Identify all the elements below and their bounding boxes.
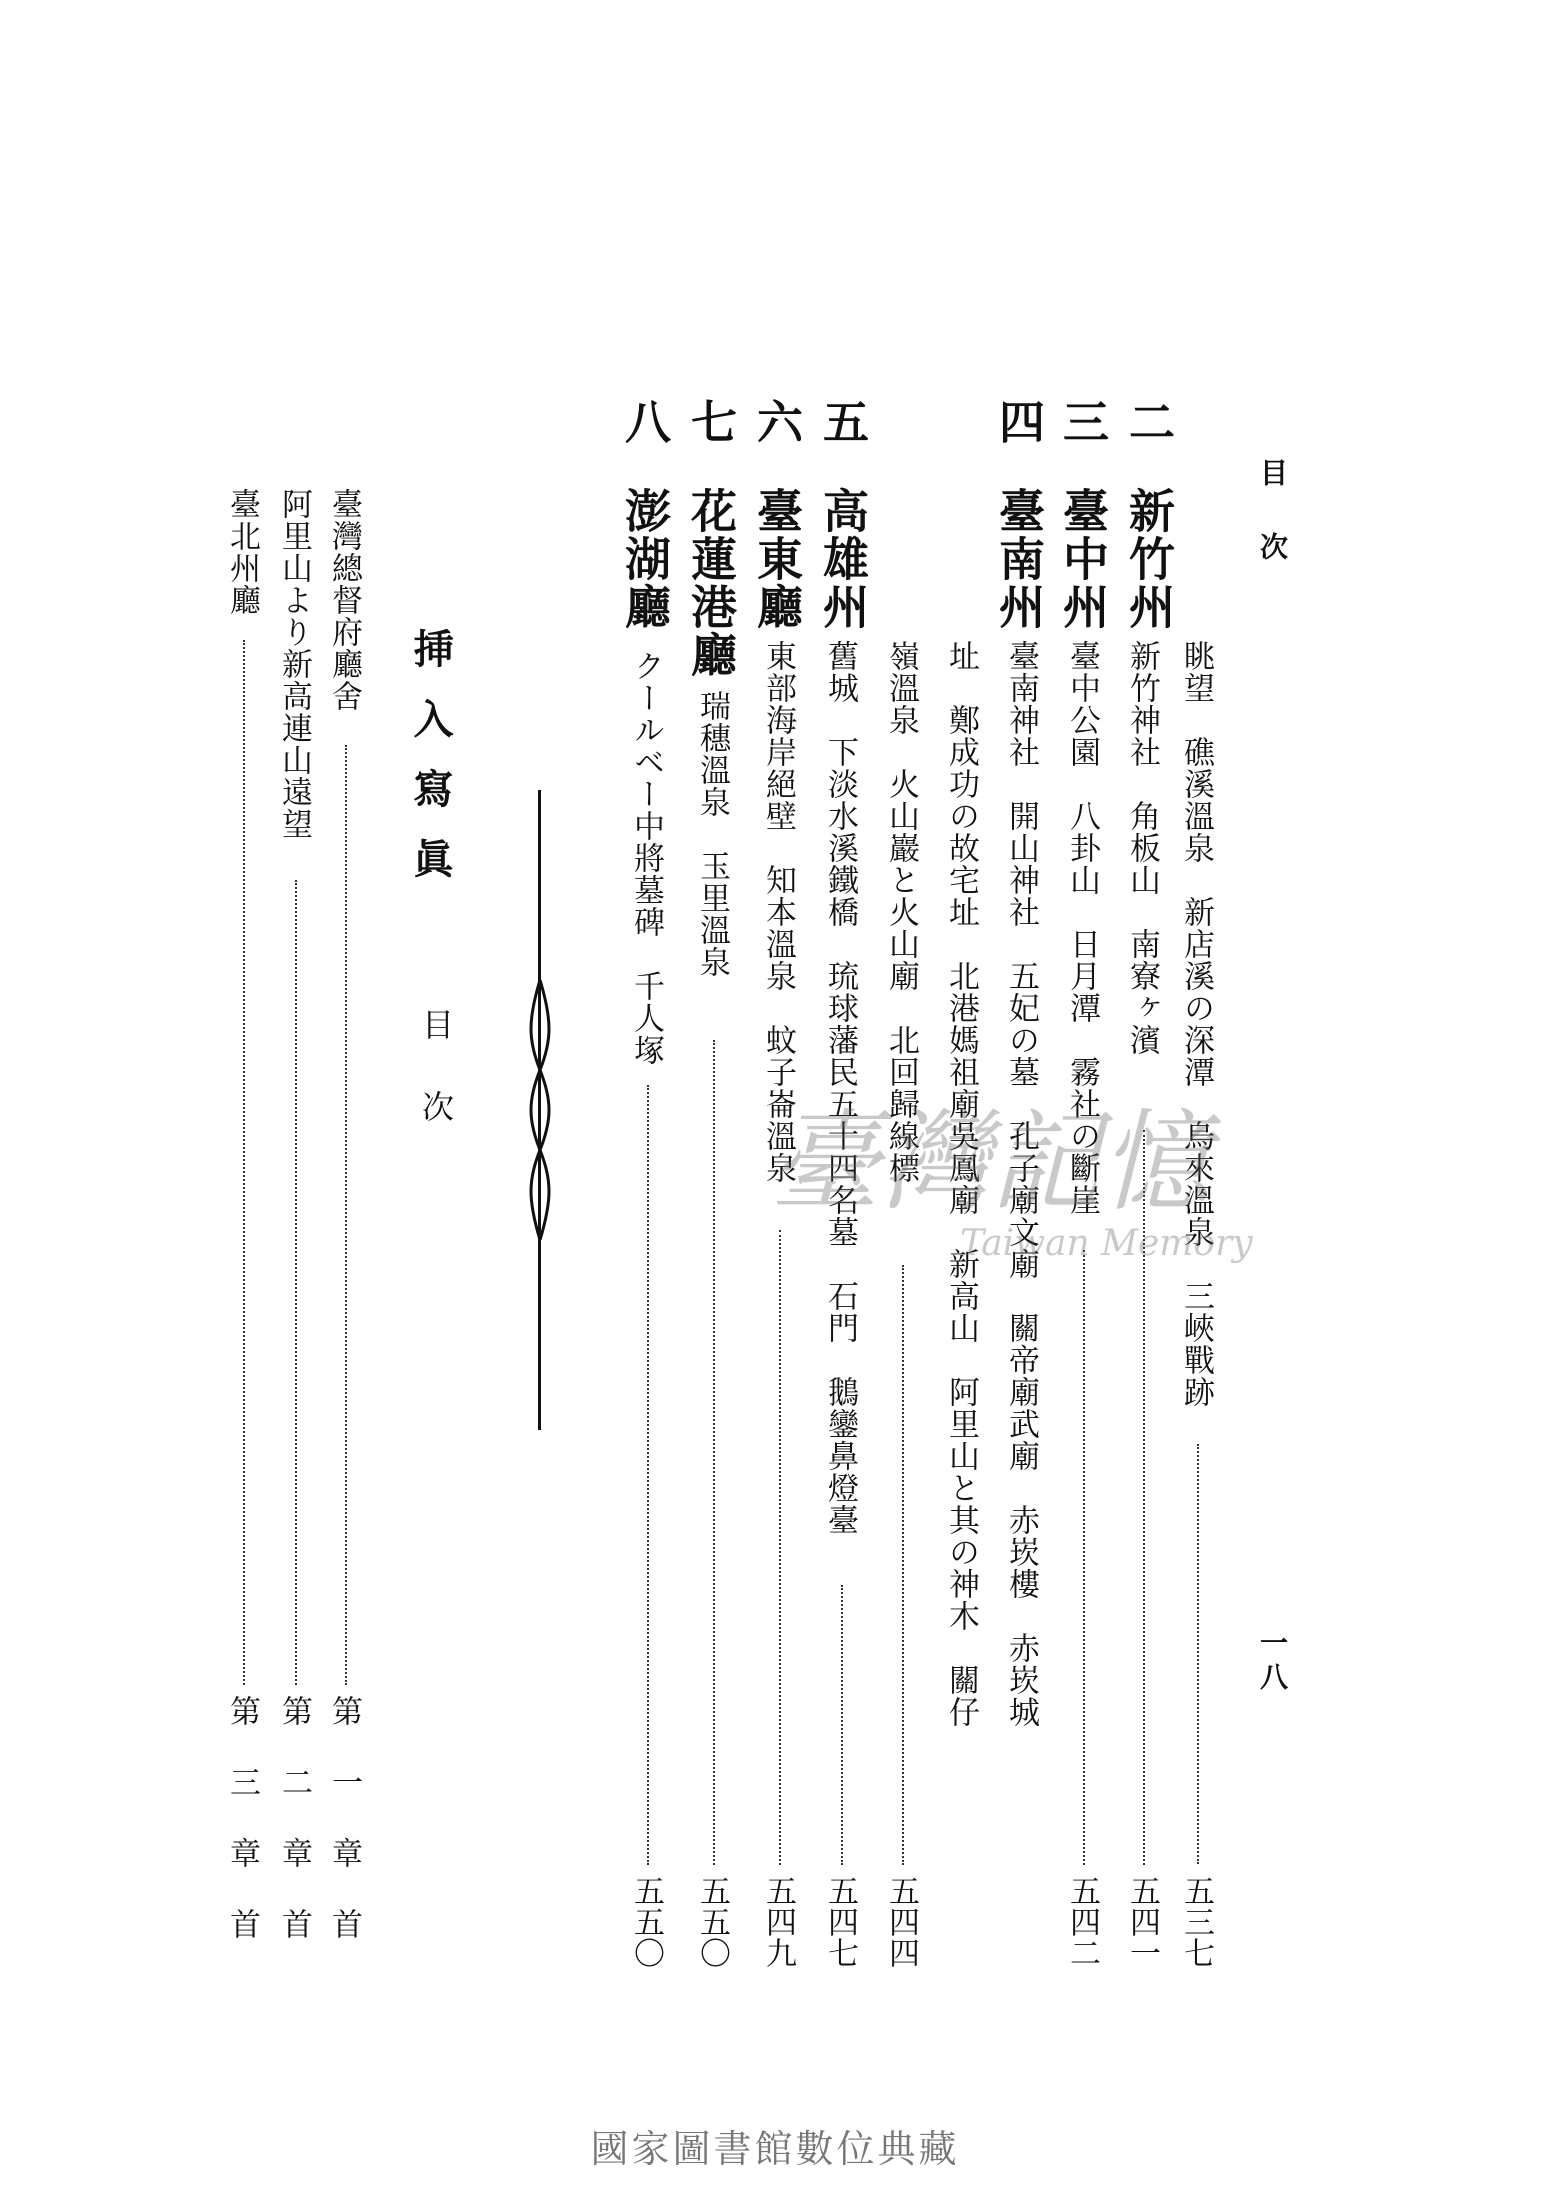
toc-page: 五四四 xyxy=(883,1875,919,1968)
chapter-number: 二 xyxy=(1122,398,1176,444)
chapter-title: 臺中州 xyxy=(1056,487,1110,631)
leader-dots xyxy=(243,640,245,1685)
svg-text:臺灣記憶: 臺灣記憶 xyxy=(770,1098,1210,1226)
page-number: 一八 xyxy=(1256,1628,1289,1696)
chapter-number: 七 xyxy=(684,398,738,444)
plate-position: 第三章首 xyxy=(224,1695,260,1979)
library-footer: 國家圖書館數位典藏 xyxy=(590,2127,960,2171)
chapter-title: 花蓮港廳 xyxy=(684,487,738,679)
toc-entries: 嶺溫泉 火山巖と火山廟 北回歸線標 xyxy=(883,640,919,1184)
toc-entries: 舊城 下淡水溪鐵橋 琉球藩民五十四名墓 石門 鵝鑾鼻燈臺 xyxy=(822,640,858,1536)
leader-dots xyxy=(902,1265,904,1865)
toc-entries: 瑞穗溫泉 玉里溫泉 xyxy=(694,690,730,978)
plate-position: 第二章首 xyxy=(276,1695,312,1979)
chapter-number: 四 xyxy=(992,398,1046,444)
leader-dots xyxy=(295,880,297,1685)
chapter-number: 六 xyxy=(750,398,804,444)
chapter-number: 八 xyxy=(618,398,672,444)
leader-dots xyxy=(1197,1444,1199,1864)
toc-page: 五五〇 xyxy=(694,1875,730,1968)
toc-page: 五四七 xyxy=(822,1875,858,1968)
toc-entries: 新竹神社 角板山 南寮ヶ濱 xyxy=(1124,640,1160,1056)
leader-dots xyxy=(1143,1130,1145,1865)
plate-label: 臺北州廳 xyxy=(224,488,260,616)
leader-dots xyxy=(713,1040,715,1865)
chapter-title: 臺東廳 xyxy=(750,487,804,631)
toc-entries: クールベー中將墓碑 千人塚 xyxy=(628,650,664,1066)
toc-page: 五三七 xyxy=(1178,1875,1214,1968)
leader-dots xyxy=(841,1585,843,1865)
chapter-title: 新竹州 xyxy=(1122,487,1176,631)
toc-entries: 臺南神社 開山神社 五妃の墓 孔子廟文廟 關帝廟武廟 赤崁樓 赤崁城 xyxy=(1003,640,1039,1728)
toc-page: 五五〇 xyxy=(628,1875,664,1968)
chapter-title: 高雄州 xyxy=(816,487,870,631)
toc-entries: 東部海岸絕壁 知本溫泉 蚊子崙溫泉 xyxy=(760,640,796,1184)
toc-entries: 址 鄭成功の故宅址 北港媽祖廟吳鳳廟 新高山 阿里山と其の神木 關仔 xyxy=(943,640,979,1728)
toc-entries: 眺望 礁溪溫泉 新店溪の深潭 烏來溫泉 三峽戰跡 xyxy=(1178,640,1214,1408)
toc-page: 五四一 xyxy=(1124,1875,1160,1968)
plate-label: 阿里山より新高連山遠望 xyxy=(276,488,312,840)
chapter-title: 臺南州 xyxy=(992,487,1046,631)
chapter-number: 三 xyxy=(1056,398,1110,444)
toc-entries: 臺中公園 八卦山 日月潭 霧社の斷崖 xyxy=(1064,640,1100,1216)
ornament-icon xyxy=(520,980,560,1240)
toc-page: 五四九 xyxy=(760,1875,796,1968)
svg-text:Taiwan Memory: Taiwan Memory xyxy=(960,1223,1253,1264)
toc-page: 五四二 xyxy=(1064,1875,1100,1968)
leader-dots xyxy=(1083,1250,1085,1865)
plate-position: 第一章首 xyxy=(326,1695,362,1979)
leader-dots xyxy=(345,745,347,1685)
plates-heading: 挿入寫眞 xyxy=(407,628,454,908)
chapter-number: 五 xyxy=(816,398,870,444)
chapter-title: 澎湖廳 xyxy=(618,487,672,631)
leader-dots xyxy=(647,1085,649,1865)
running-header-title: 目次 xyxy=(1256,458,1289,606)
leader-dots xyxy=(779,1230,781,1865)
plates-subheading: 目次 xyxy=(417,1008,455,1172)
plate-label: 臺灣總督府廳舍 xyxy=(326,488,362,712)
